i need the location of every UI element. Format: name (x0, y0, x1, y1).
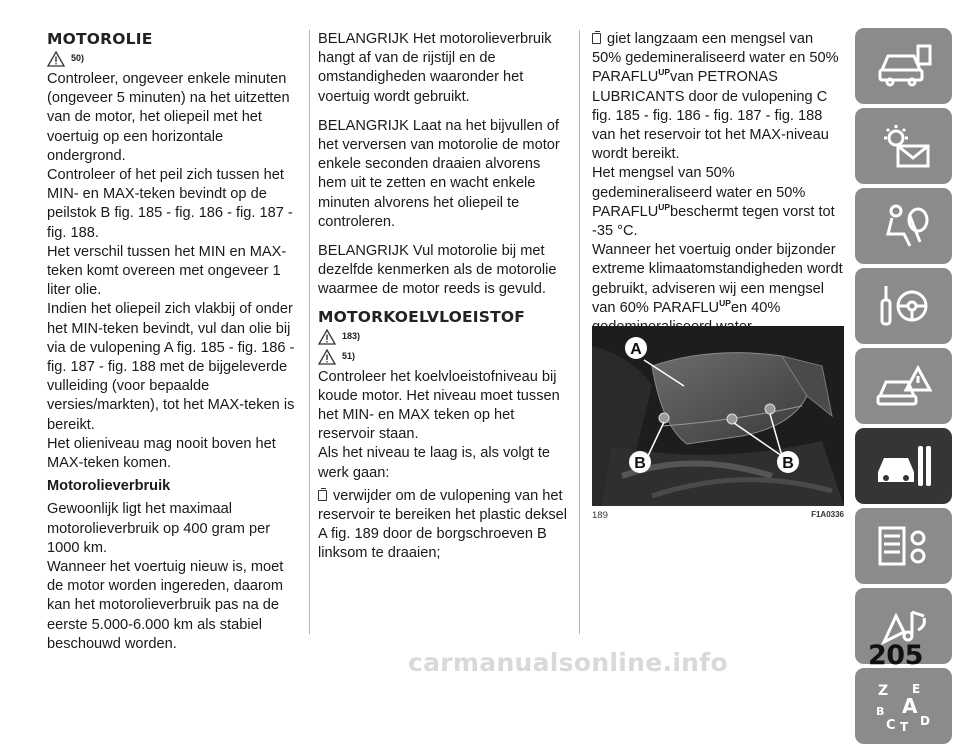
column-1 (47, 30, 302, 654)
page-number: 205 (868, 640, 923, 671)
svg-text:C: C (885, 718, 896, 733)
warning-ref: 51) (342, 351, 356, 362)
lights-message-icon (874, 122, 934, 170)
svg-text:D: D (919, 714, 930, 728)
paragraph: Gewoonlijk ligt het maximaal motorolieverbruik op 400 gram per 1000 km. (47, 501, 271, 556)
settings-list-icon (874, 522, 934, 570)
chapter-tab[interactable] (855, 28, 952, 104)
paragraph: Het olieniveau mag nooit boven het MAX-teken komen. (47, 435, 276, 472)
warning-car-icon (874, 362, 934, 410)
paragraph: Wanneer het voertuig nieuw is, moet de motor worden ingereden, daarom kan het motorolieverbruik pas na de eerste 5.000-6.000 km als stabiel beschouwd worden. (47, 559, 284, 652)
callout-b-label: B (782, 455, 794, 472)
engine-bay-illustration (592, 326, 844, 506)
column-3 (592, 30, 844, 337)
paragraph: Controleer of het peil zich tussen het MIN- en MAX-teken bevindt op de peilstok B fig. 185 - fig. 186 - fig. 187 - fig. 188. (47, 167, 293, 241)
figure-number: 189 (592, 510, 608, 521)
paragraph: Controleer, ongeveer enkele minuten (ongeveer 5 minuten) na het uitzetten van de motor, het oliepeil met het voertuig op een horizontale ondergrond. (47, 71, 290, 164)
svg-text:E: E (911, 682, 920, 696)
warning-note (318, 328, 568, 346)
bullet-square-icon (318, 490, 327, 501)
chapter-tab[interactable] (855, 668, 952, 744)
paragraph: Als het niveau te laag is, als volgt te werk gaan: (318, 445, 551, 481)
warning-triangle-icon (318, 329, 336, 345)
bullet-item: giet langzaam een mengsel van 50% gedemineraliseerd water en 50% $PARAFLU^{UP}van$ PETRONAS LUBRICANTS door de vulopening C fig. 185 - fig. 186 - fig. 187 - fig. 188 van het reservoir tot het MAX-niveau wordt bereikt. (592, 31, 839, 163)
svg-text:B: B (875, 705, 884, 718)
paragraph: Het mengsel van 50% gedemineraliseerd water en 50% $PARAFLU^{UP}beschermt$ tegen vorst tot -35 °C. (592, 165, 835, 240)
column-divider (309, 30, 310, 634)
chapter-tab-active[interactable] (855, 428, 952, 504)
column-divider (579, 30, 580, 634)
warning-ref: 183) (342, 331, 361, 342)
warning-ref: 50) (71, 53, 85, 64)
chapter-tab[interactable] (855, 188, 952, 264)
chapter-tab[interactable] (855, 108, 952, 184)
important-note: BELANGRIJK Het motorolieverbruik hangt af van de rijstijl en de omstandigheden waaronder het voertuig wordt gebruikt. (318, 31, 552, 105)
figure-coolant-reservoir (592, 326, 844, 506)
bullet-item: verwijder om de vulopening van het reservoir te bereiken het plastic deksel A fig. 189 door de borgschroeven B linksom te draaien; (318, 487, 568, 562)
airbag-seat-icon (874, 202, 934, 250)
section-heading-motorolie: MOTOROLIE (47, 30, 153, 48)
warning-note (47, 50, 302, 68)
paragraph: Controleer het koelvloeistofniveau bij koude motor. Het niveau moet tussen het MIN- en MAX teken op het reservoir staan. (318, 368, 560, 443)
callout-a-label: A (630, 341, 642, 358)
paragraph: Wanneer het voertuig onder bijzonder extreme klimaatomstandigheden wordt gebruikt, adviseren wij een mengsel van 60% $PARAFLU^{UP}en$ 40% (592, 242, 843, 316)
warning-triangle-icon (47, 51, 65, 67)
key-steering-icon (874, 282, 934, 330)
section-heading-motorkoelvloeistof: MOTORKOELVLOEISTOF (318, 307, 526, 326)
figure-code: F1A0336 (811, 510, 844, 519)
chapter-tab[interactable] (855, 508, 952, 584)
site-watermark: carmanualsonline.info (408, 648, 728, 677)
important-note: BELANGRIJK Laat na het bijvullen of het verversen van motorolie de motor enkele seconden draaien alvorens hem uit te zetten en wacht enkele minuten alvorens het oliepeil te controleren. (318, 117, 560, 230)
subheading-motorolieverbruik: Motorolieverbruik (47, 478, 171, 495)
callout-b-label: B (634, 455, 646, 472)
svg-text:Z: Z (877, 683, 888, 699)
important-note: BELANGRIJK Vul motorolie bij met dezelfde kenmerken als de motorolie waarmee de motor reeds is gevuld. (318, 243, 557, 298)
warning-note (318, 348, 568, 366)
svg-text:T: T (899, 720, 908, 734)
alphabetical-index-icon (872, 679, 936, 733)
bullet-square-icon (592, 33, 601, 44)
paragraph: Indien het oliepeil zich vlakbij of onder het MIN-teken bevindt, vul dan olie bij via de vulopening A fig. 185 - fig. 186 - fig. 187 - fig. 188 met de bijgeleverde vulleiding (voor bepaalde versies/markten), tot het MAX-teken is bereikt. (47, 301, 295, 433)
chapter-tab[interactable] (855, 268, 952, 344)
column-2 (318, 30, 568, 564)
svg-text:A: A (901, 694, 917, 718)
car-dashboard-icon (874, 42, 934, 90)
paragraph: Het verschil tussen het MIN en MAX-teken komt overeen met ongeveer 1 liter olie. (47, 243, 287, 299)
chapter-tab[interactable] (855, 348, 952, 424)
car-tools-icon (874, 442, 934, 490)
figure-caption (592, 510, 844, 521)
warning-triangle-icon (318, 349, 336, 365)
